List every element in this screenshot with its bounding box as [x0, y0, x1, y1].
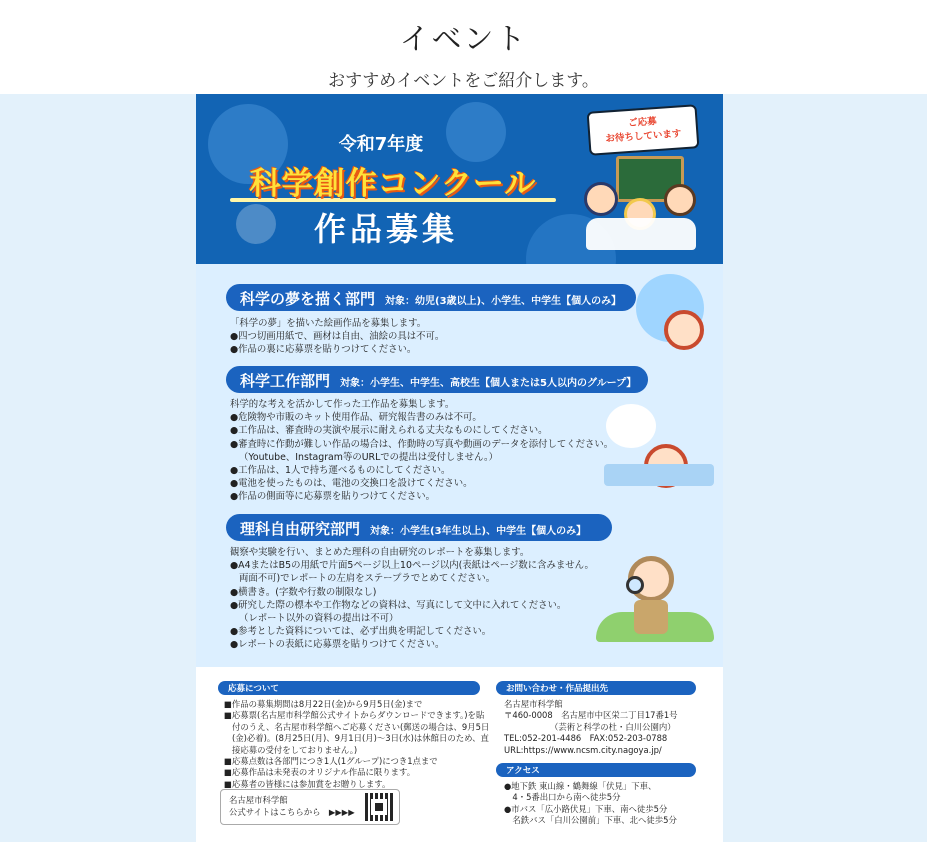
body-line: ●作品の裏に応募票を貼りつけてください。 [230, 344, 417, 356]
body-line: 「科学の夢」を描いた絵画作品を募集します。 [230, 318, 427, 329]
apply-line: ■応募者の皆様には参加賞をお贈りします。 [224, 778, 391, 789]
poster-footer [196, 667, 723, 842]
contact-heading: お問い合わせ・作品提出先 [496, 681, 696, 695]
child-scientist-icon [664, 184, 696, 216]
section-body [230, 398, 613, 504]
apply-details [224, 699, 489, 790]
section-header [0, 0, 927, 94]
contact-line: TEL:052-201-4486 FAX:052-203-0788 [504, 733, 668, 744]
access-heading: アクセス [496, 763, 696, 777]
section-body [230, 546, 594, 652]
explorer-body [634, 600, 668, 634]
poster-banner [196, 94, 723, 264]
body-line: ●参考とした資料については、必ず出典を明記してください。 [230, 626, 492, 638]
official-site-link[interactable] [220, 789, 400, 825]
body-line: ●横書き。(字数や行数の制限なし) [230, 586, 377, 598]
access-line: 4・5番出口から南へ徒歩5分 [504, 792, 621, 803]
body-line: ●レポートの表紙に応募票を貼りつけてください。 [230, 639, 445, 651]
apply-line: ■作品の募集期間は8月22日(金)から9月5日(金)まで [224, 699, 423, 709]
body-line: 両面不可)でレポートの左肩をステープラでとめてください。 [239, 573, 496, 585]
apply-line: ■応募票(名古屋市科学館公式サイトからダウンロードできます。)を貼 [224, 710, 485, 721]
contact-line: 〒460-0008 名古屋市中区栄二丁目17番1号 [504, 710, 678, 721]
craft-tools-icon [604, 464, 714, 486]
link-line: 公式サイトはこちらから ▶▶▶▶ [229, 807, 355, 817]
apply-line: ■応募作品は未発表のオリジナル作品に限ります。 [224, 767, 416, 778]
apply-heading: 応募について [218, 681, 480, 695]
contact-details [504, 699, 678, 756]
access-details [504, 781, 677, 827]
body-line: （Youtube、Instagram等のURLでの提出は受付しません。） [239, 451, 499, 463]
poster-year: 令和7年度 [338, 134, 424, 155]
page-title: イベント [399, 22, 528, 57]
section-title-text: 理科自由研究部門 [240, 520, 361, 538]
girl-face-icon [664, 310, 704, 350]
section-title-text: 科学の夢を描く部門 [240, 290, 376, 308]
welcome-badge [587, 104, 700, 156]
event-poster[interactable] [196, 94, 723, 842]
body-line: ●作品の側面等に応募票を貼りつけてください。 [230, 491, 436, 503]
body-line: （レポート以外の資料の提出は不可） [239, 613, 399, 625]
section-title-text: 科学工作部門 [240, 372, 331, 390]
body-line: ●A4またはB5の用紙で片面5ページ以上10ページ以内(表紙はページ数に含みません。 [230, 560, 594, 572]
contact-line: （芸術と科学の杜・白川公園内） [504, 721, 676, 732]
body-line: 観察や実験を行い、まとめた理科の自由研究のレポートを募集します。 [230, 547, 530, 558]
badge-line2: お待ちしています [605, 128, 682, 145]
access-line: ●地下鉄 東山線・鶴舞線「伏見」下車、 [504, 781, 657, 791]
section-target: 対象：小学生(3年生以上)、中学生【個人のみ】 [370, 526, 587, 537]
section-target: 対象：小学生、中学生、高校生【個人または5人以内のグループ】 [340, 378, 637, 389]
contest-title: 科学創作コンクール [249, 166, 537, 202]
qr-code-icon[interactable] [365, 793, 393, 821]
body-line: ●危険物や市販のキット使用作品、研究報告書のみは不可。 [230, 412, 482, 424]
section-body [230, 317, 444, 357]
apply-line: 接応募の受付をしておりません。) [232, 744, 358, 755]
access-line: 名鉄バス「白川公園前」下車、北へ徒歩5分 [504, 815, 677, 826]
apply-line: (金)必着)。(8月25日(月)、9月1日(月)～3日(水)は休館日のため、直 [232, 733, 489, 744]
magnifier-icon [626, 576, 644, 594]
badge-line1: ご応募 [627, 116, 658, 129]
thought-bubble-robot-icon [606, 404, 656, 448]
lab-coat-icon [586, 218, 696, 250]
contact-line: 名古屋市科学館 [504, 699, 563, 709]
section-title-research [226, 514, 612, 541]
body-line: ●工作品は、1人で持ち運べるものにしてください。 [230, 465, 451, 477]
body-line: ●工作品は、審査時の実演や展示に耐えられる丈夫なものにしてください。 [230, 425, 548, 437]
link-line: 名古屋市科学館 [229, 795, 288, 805]
section-target: 対象：幼児(3歳以上)、小学生、中学生【個人のみ】 [385, 296, 622, 307]
apply-line: ■応募点数は各部門につき1人(1グループ)につき1点まで [224, 756, 438, 767]
apply-line: 付のうえ、名古屋市科学館へご応募ください(郵送の場合は、9月5日 [232, 721, 490, 732]
section-title-craft [226, 366, 648, 393]
body-line: ●研究した際の標本や工作物などの資料は、写真にして文中に入れてください。 [230, 599, 567, 611]
body-line: 科学的な考えを活かして作った工作品を募集します。 [230, 399, 455, 410]
access-line: ●市バス「広小路伏見」下車、南へ徒歩5分 [504, 803, 668, 814]
contact-url[interactable]: URL:https://www.ncsm.city.nagoya.jp/ [504, 744, 662, 755]
body-line: ●審査時に作動が難しい作品の場合は、作動時の写真や動画のデータを添付してください。 [230, 438, 614, 450]
page-subtitle: おすすめイベントをご紹介します。 [328, 71, 599, 91]
child-scientist-icon [584, 182, 618, 216]
body-line: ●電池を使ったものは、電池の交換口を設けてください。 [230, 478, 473, 490]
body-line: ●四つ切画用紙で、画材は自由、油絵の具は不可。 [230, 331, 445, 343]
section-title-dream [226, 284, 636, 311]
call-for-entries: 作品募集 [313, 210, 458, 248]
